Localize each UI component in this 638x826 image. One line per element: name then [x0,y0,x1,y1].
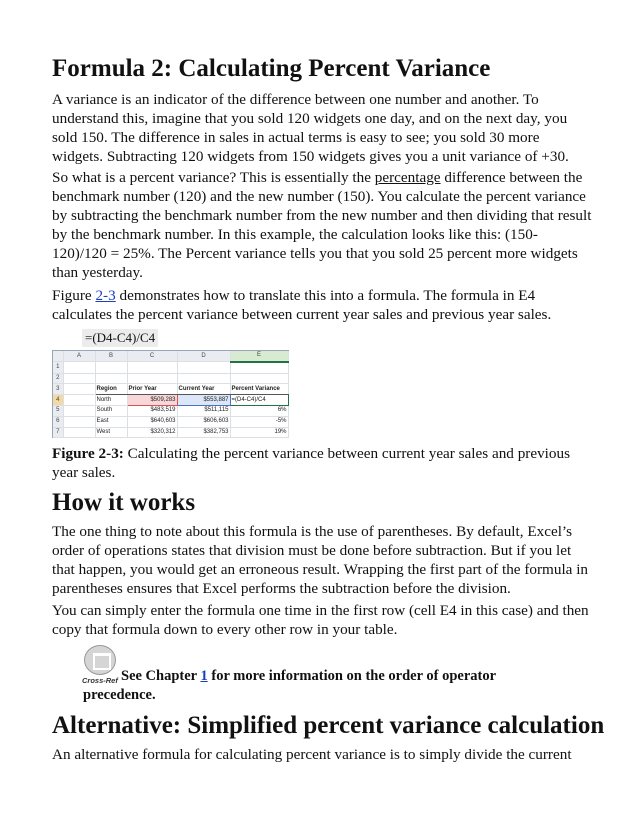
subheading-alternative: Alternative: Simplified percent variance calculation [52,712,605,739]
paragraph-alternative: An alternative formula for calculating percent variance is to simply divide the current [52,746,572,763]
cell-prior-year: $320,312 [127,427,177,438]
cell [63,373,95,384]
spreadsheet-figure [52,350,289,438]
cell-region: West [95,427,127,438]
sheet-row [53,427,288,438]
cell-percent-variance: 6% [230,405,288,416]
column-header-c: C [127,351,177,362]
cell [63,427,95,438]
cell-region: East [95,416,127,427]
sheet-row [53,362,288,373]
paragraph-variance-definition: A variance is an indicator of the difference between one number and another. To understand this, imagine that you sold 120 widgets one day, and on the next day, you sold 150. The difference in sales in actual terms is easy to see; you sold 30 more widgets. Subtracting 120 widgets from 150 widgets gives you a unit variance of +30. [52,91,569,165]
row-number: 6 [53,416,63,427]
cell [127,362,177,373]
cell [63,362,95,373]
para3-after: demonstrates how to translate this into a formula. The formula in E4 calculates the percent variance between current year sales and previous year sales. [52,287,552,323]
para2-after: difference between the benchmark number (120) and the new number (150). You calculate the percent variance by subtracting the benchmark number from the new number and then dividing that result by the benchmark number. In this example, the calculation looks like this: (150-120)/120 = 25%. The Percent variance tells you that you sold 25 percent more widgets than yesterday. [52,169,592,281]
subheading-how-it-works: How it works [52,489,196,516]
cell [63,384,95,395]
sheet-row [53,405,288,416]
cell [230,362,288,373]
cell-current-year: $553,887 [177,395,230,406]
row-number: 3 [53,384,63,395]
sheet-row [53,395,288,406]
cell [230,373,288,384]
column-header-d: D [177,351,230,362]
paragraph-parentheses: The one thing to note about this formula is the use of parentheses. By default, Excel’s order of operations states that division must be done before subtraction. But if you let that happen, you would get an erroneous result. Wrapping the first part of the formula in parentheses ensures that Excel performs the subtraction before the division. [52,523,589,597]
cell-prior-year: $483,519 [127,405,177,416]
column-header-e: E [230,351,288,362]
cross-ref-label: Cross-Ref [82,676,118,685]
section-heading: Formula 2: Calculating Percent Variance [52,55,491,82]
cell-current-year: $606,603 [177,416,230,427]
column-header-b: B [95,351,127,362]
header-current-year: Current Year [177,384,230,395]
caption-text: Calculating the percent variance between current year sales and previous year sales. [52,445,570,481]
chapter-1-link[interactable]: 1 [200,668,208,684]
note-before: See Chapter [121,668,201,684]
row-number: 4 [53,395,63,406]
sheet-row [53,416,288,427]
percentage-term: percentage [374,169,441,186]
caption-label: Figure 2-3: [52,445,124,462]
paragraph-figure-intro [52,286,592,324]
header-percent-variance: Percent Variance [230,384,288,395]
row-number: 1 [53,362,63,373]
header-prior-year: Prior Year [127,384,177,395]
cell-formula-e4[interactable]: =(D4-C4)/C4 [230,395,288,406]
cross-ref-note [83,667,563,705]
cell-percent-variance: -5% [230,416,288,427]
cell-prior-year: $509,283 [127,395,177,406]
row-number: 7 [53,427,63,438]
sheet-corner [53,351,63,362]
figure-2-3-link[interactable]: 2-3 [95,287,116,304]
cell [95,362,127,373]
sheet-header-row [53,384,288,395]
paragraph-percent-variance [52,168,592,282]
cell [63,405,95,416]
row-number: 2 [53,373,63,384]
column-header-a: A [63,351,95,362]
cell-current-year: $382,753 [177,427,230,438]
sheet-column-headers [53,351,288,362]
cell-region: North [95,395,127,406]
cell [63,416,95,427]
sheet-row [53,373,288,384]
cell-percent-variance: 19% [230,427,288,438]
cell [127,373,177,384]
cell-current-year: $511,115 [177,405,230,416]
note-after: for more information on the order of operator precedence. [83,668,496,703]
cell-prior-year: $640,603 [127,416,177,427]
figure-caption [52,444,592,482]
cell [177,373,230,384]
para2-before: So what is a percent variance? This is essentially the [52,169,375,186]
formula-display: =(D4-C4)/C4 [82,329,158,347]
para3-before: Figure [52,287,96,304]
row-number: 5 [53,405,63,416]
header-region: Region [95,384,127,395]
cell [95,373,127,384]
cell [63,395,95,406]
paragraph-copy-formula: You can simply enter the formula one time in the first row (cell E4 in this case) and then copy that formula down to every other row in your table. [52,602,589,638]
cell [177,362,230,373]
cell-region: South [95,405,127,416]
